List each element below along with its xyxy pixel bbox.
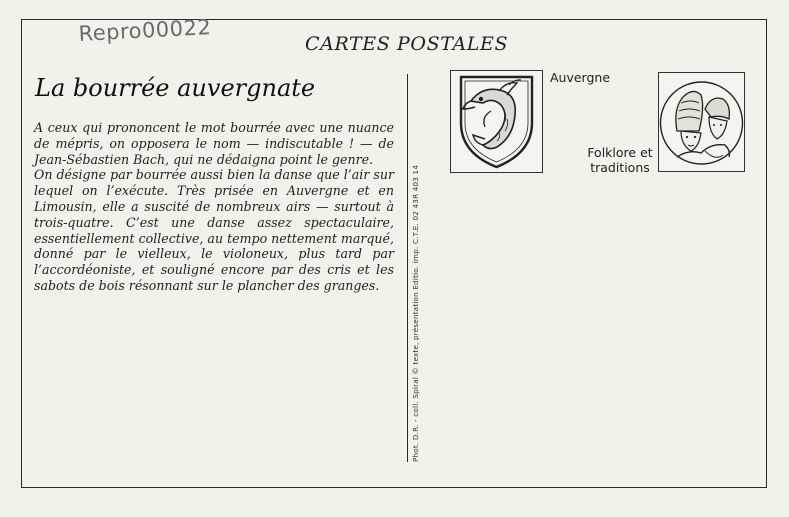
article-paragraph-1: A ceux qui prononcent le mot bourrée avec une nuance de mépris, on opposera le nom — indiscutable ! — de Jean-Sébastien Bach, qui ne dédaigna point le genre. <box>34 120 394 167</box>
stamp-folklore <box>658 72 745 172</box>
stamp-auvergne <box>450 70 543 173</box>
page-title: CARTES POSTALES <box>305 33 509 55</box>
handwritten-reference: Repro00022 <box>78 15 212 46</box>
folk-figures-icon <box>659 73 744 171</box>
vertical-divider <box>407 74 408 462</box>
article-title: La bourrée auvergnate <box>35 74 316 102</box>
printer-credit: Phot. D.R. - coll. Spiral © texte, présentation Editio. imp. C.T.E. 02 43R 403 14 <box>411 164 420 462</box>
stamp-label-auvergne: Auvergne <box>550 70 611 85</box>
article-paragraph-2: On désigne par bourrée aussi bien la danse que l’air sur lequel on l’exécute. Très prisée en Auvergne et en Limousin, elle a suscité de nombreux airs — surtout à trois-quatre. C’est une danse assez spectaculaire, essentiellement collective, au tempo nettement marqué, donné par le vielleux, le violoneux, plus tard par l’accordéoniste, et souligné encore par des cris et les sabots de bois résonnant sur le plancher des granges. <box>34 167 394 293</box>
stamp-label-folklore: Folklore et traditions <box>587 145 653 175</box>
article-body <box>34 120 394 294</box>
dolphin-coat-of-arms-icon <box>451 71 542 172</box>
